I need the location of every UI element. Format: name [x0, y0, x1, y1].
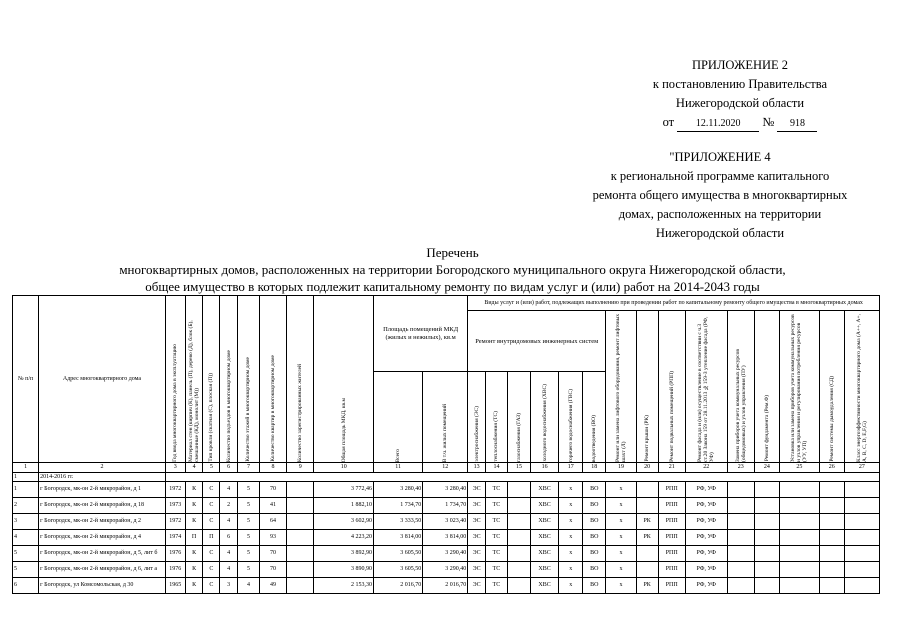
cell-ent: 6 [220, 530, 238, 546]
cell-n: 2 [13, 498, 39, 514]
cell-ts: ТС [485, 578, 507, 594]
header-premises-total: Всего [374, 372, 423, 463]
cell-lift: х [606, 498, 636, 514]
title-line-3: общее имущество в которых подлежит капитальному ремонту по видам услуг и (или) работ на 2014-2043 годы [145, 279, 760, 294]
cell-es: ЭС [468, 514, 486, 530]
cell-gas [507, 530, 530, 546]
cell-empty [844, 578, 879, 594]
cell-wall: К [185, 498, 203, 514]
cell-roof: С [203, 546, 220, 562]
cell-n: 1 [13, 482, 39, 498]
column-number: 8 [259, 463, 286, 473]
cell-wall: К [185, 482, 203, 498]
cell-res [287, 482, 314, 498]
cell-res [287, 546, 314, 562]
cell-gvs: х [559, 562, 583, 578]
column-number: 18 [583, 463, 606, 473]
cell-apts: 41 [259, 498, 286, 514]
cell-rpp: РПП [658, 546, 685, 562]
cell-gvs: х [559, 482, 583, 498]
cell-empty [727, 498, 754, 514]
cell-rf: РФ, УФ [685, 546, 727, 562]
appendix-2-line2: к постановлению Правительства [652, 77, 828, 91]
column-number: 15 [507, 463, 530, 473]
cell-rpp: РПП [658, 514, 685, 530]
cell-gvs: х [559, 578, 583, 594]
appendix-4-line2: к региональной программе капитального [610, 169, 830, 183]
cell-rk [636, 546, 658, 562]
cell-empty [779, 530, 819, 546]
cell-rk [636, 562, 658, 578]
column-number: 19 [606, 463, 636, 473]
cell-empty [754, 562, 779, 578]
cell-rf: РФ, УФ [685, 562, 727, 578]
cell-area: 3 892,90 [314, 546, 374, 562]
cell-floors: 5 [237, 498, 259, 514]
cell-empty [819, 562, 844, 578]
cell-resid: 3 814,00 [423, 530, 468, 546]
column-number: 5 [203, 463, 220, 473]
cell-total: 3 605,50 [374, 562, 423, 578]
column-number: 16 [530, 463, 558, 473]
cell-year: 1972 [165, 482, 185, 498]
header-internal-systems: Ремонт внутридомовых инженерных систем [468, 311, 606, 372]
cell-wall: К [185, 514, 203, 530]
period-number: 1 [13, 473, 39, 482]
cell-wall: К [185, 546, 203, 562]
cell-rpp: РПП [658, 578, 685, 594]
appendix-2-header [590, 56, 890, 132]
cell-lift: х [606, 578, 636, 594]
cell-gvs: х [559, 498, 583, 514]
cell-vo: ВО [583, 562, 606, 578]
cell-empty [819, 482, 844, 498]
period-row [13, 473, 880, 482]
cell-year: 1973 [165, 498, 185, 514]
cell-year: 1976 [165, 546, 185, 562]
number-label: № [762, 115, 775, 129]
cell-empty [844, 514, 879, 530]
cell-empty [844, 562, 879, 578]
cell-ent: 2 [220, 498, 238, 514]
header-control-nodes: Установка или замена приборов учета коммунальных ресурсов и узлов управления и регулирования потребления ресурсов (УУ, УП) [779, 311, 819, 463]
cell-floors: 5 [237, 482, 259, 498]
cell-es: ЭС [468, 482, 486, 498]
cell-floors: 5 [237, 546, 259, 562]
header-foundation: Ремонт фундамента (Рем.Ф) [754, 311, 779, 463]
from-label: от [662, 115, 675, 129]
header-basement: Ремонт подвальных помещений (РПП) [658, 311, 685, 463]
header-facade: Ремонт фасада и (или) осуществление в соответствии с ч.3 ст.20 Закона 159 от 28.11.2013 №159-З утепление фасада (РФ, УФ) [685, 311, 727, 463]
cell-n: 6 [13, 578, 39, 594]
cell-n: 4 [13, 530, 39, 546]
title-line-1: Перечень [426, 245, 479, 260]
cell-gas [507, 498, 530, 514]
cell-es: ЭС [468, 546, 486, 562]
cell-empty [779, 498, 819, 514]
cell-apts: 93 [259, 530, 286, 546]
cell-addr: г Богородск, мк-он 2-й микрорайон, д 4 [39, 530, 166, 546]
cell-empty [844, 530, 879, 546]
appendix-4-line5: Нижегородской области [655, 226, 785, 240]
cell-gas [507, 514, 530, 530]
cell-es: ЭС [468, 562, 486, 578]
resolution-date: 12.11.2020 [677, 117, 759, 132]
header-premises-residential: В т.ч. жилых помещений [423, 372, 468, 463]
header-floors: Количество этажей в многоквартирном доме [237, 296, 259, 463]
cell-apts: 70 [259, 546, 286, 562]
header-num: № п/п [13, 296, 39, 463]
appendix-2-signline [590, 113, 890, 132]
cell-empty [819, 498, 844, 514]
cell-rpp: РПП [658, 562, 685, 578]
cell-gas [507, 562, 530, 578]
column-number: 24 [754, 463, 779, 473]
period-label: 2014-2016 гг. [39, 473, 166, 482]
cell-apts: 70 [259, 562, 286, 578]
cell-roof: С [203, 562, 220, 578]
cell-rk: РК [636, 530, 658, 546]
table-row [13, 530, 880, 546]
header-total-area: Общая площадь МКД, кв.м [314, 296, 374, 463]
cell-es: ЭС [468, 578, 486, 594]
cell-gvs: х [559, 546, 583, 562]
cell-ent: 4 [220, 514, 238, 530]
resolution-number: 918 [777, 117, 817, 132]
cell-resid: 2 016,70 [423, 578, 468, 594]
cell-empty [819, 514, 844, 530]
column-number: 22 [685, 463, 727, 473]
cell-roof: С [203, 498, 220, 514]
cell-year: 1965 [165, 578, 185, 594]
cell-area: 2 153,30 [314, 578, 374, 594]
cell-rk [636, 498, 658, 514]
cell-resid: 3 023,40 [423, 514, 468, 530]
header-year: Год ввода многоквартирного дома в эксплуатацию [165, 296, 185, 463]
column-number: 12 [423, 463, 468, 473]
cell-floors: 5 [237, 530, 259, 546]
header-cold-water: холодного водоснабжения (ХВС) [530, 372, 558, 463]
cell-empty [844, 546, 879, 562]
header-energy-class: Класс энергоэффективности многоквартирного дома (A++, A+, A, B, C, D, E,F,G) [844, 311, 879, 463]
cell-resid: 1 734,70 [423, 498, 468, 514]
cell-res [287, 498, 314, 514]
column-number: 14 [485, 463, 507, 473]
cell-gas [507, 546, 530, 562]
cell-addr: г Богородск, мк-он 2-й микрорайон, д 1 [39, 482, 166, 498]
cell-hvs: ХВС [530, 482, 558, 498]
header-works: Виды услуг и (или) работ, подлежащих выполнению при проведении работ по капитальному ремонту общего имущества в многоквартирных домах [468, 296, 880, 311]
cell-hvs: ХВС [530, 578, 558, 594]
header-hot-water: горячего водоснабжения (ГВС) [559, 372, 583, 463]
appendix-2-line3: Нижегородской области [675, 96, 805, 110]
cell-rf: РФ, УФ [685, 482, 727, 498]
header-address: Адрес многоквартирного дома [39, 296, 166, 463]
cell-ts: ТС [485, 530, 507, 546]
cell-vo: ВО [583, 482, 606, 498]
cell-addr: г Богородск, мк-он 2-й микрорайон, д 2 [39, 514, 166, 530]
column-number: 10 [314, 463, 374, 473]
column-number: 20 [636, 463, 658, 473]
cell-roof: П [203, 530, 220, 546]
cell-empty [819, 578, 844, 594]
column-number: 4 [185, 463, 203, 473]
cell-addr: г Богородск, мк-он 2-й микрорайон, д 6, лит а [39, 562, 166, 578]
column-number: 6 [220, 463, 238, 473]
cell-apts: 70 [259, 482, 286, 498]
table-row [13, 546, 880, 562]
appendix-4-title: "ПРИЛОЖЕНИЕ 4 [669, 150, 771, 164]
cell-empty [844, 498, 879, 514]
column-number: 17 [559, 463, 583, 473]
cell-ts: ТС [485, 482, 507, 498]
cell-apts: 49 [259, 578, 286, 594]
cell-area: 3 602,90 [314, 514, 374, 530]
cell-resid: 3 290,40 [423, 546, 468, 562]
cell-hvs: ХВС [530, 498, 558, 514]
cell-empty [779, 482, 819, 498]
cell-roof: С [203, 514, 220, 530]
cell-es: ЭС [468, 498, 486, 514]
cell-vo: ВО [583, 514, 606, 530]
cell-hvs: ХВС [530, 546, 558, 562]
cell-empty [779, 578, 819, 594]
cell-floors: 5 [237, 514, 259, 530]
cell-vo: ВО [583, 498, 606, 514]
cell-es: ЭС [468, 530, 486, 546]
cell-gas [507, 482, 530, 498]
cell-area: 3 890,90 [314, 562, 374, 578]
cell-resid: 3 290,40 [423, 562, 468, 578]
header-residents: Количество зарегистрированных жителей [287, 296, 314, 463]
cell-empty [779, 562, 819, 578]
cell-apts: 64 [259, 514, 286, 530]
appendix-4-header [550, 148, 890, 243]
cell-empty [727, 482, 754, 498]
cell-n: 5 [13, 562, 39, 578]
header-heat: теплоснабжения (ТС) [485, 372, 507, 463]
cell-rk [636, 482, 658, 498]
appendix-4-line3: ремонта общего имущества в многоквартирных [592, 188, 848, 202]
cell-gvs: х [559, 530, 583, 546]
header-elevator: Ремонт или замена лифтового оборудования, ремонт лифтовых шахт (Л) [606, 311, 636, 463]
cell-ts: ТС [485, 498, 507, 514]
cell-empty [779, 546, 819, 562]
column-number: 3 [165, 463, 185, 473]
cell-res [287, 530, 314, 546]
document-title [0, 244, 905, 295]
cell-vo: ВО [583, 546, 606, 562]
cell-res [287, 578, 314, 594]
cell-empty [754, 546, 779, 562]
cell-total: 3 814,00 [374, 530, 423, 546]
cell-floors: 5 [237, 562, 259, 578]
cell-res [287, 514, 314, 530]
table-body [13, 482, 880, 594]
cell-ent: 4 [220, 546, 238, 562]
appendix-2-title: ПРИЛОЖЕНИЕ 2 [691, 58, 789, 72]
header-apartments: Количество квартир в многоквартирном доме [259, 296, 286, 463]
header-roof-repair: Ремонт крыши (РК) [636, 311, 658, 463]
column-number: 13 [468, 463, 486, 473]
cell-area: 4 223,20 [314, 530, 374, 546]
cell-rf: РФ, УФ [685, 514, 727, 530]
cell-total: 1 734,70 [374, 498, 423, 514]
houses-table [12, 295, 880, 594]
cell-rpp: РПП [658, 530, 685, 546]
cell-res [287, 562, 314, 578]
cell-rpp: РПП [658, 498, 685, 514]
table-row [13, 562, 880, 578]
column-number: 1 [13, 463, 39, 473]
cell-addr: г Богородск, ул Комсомольская, д 30 [39, 578, 166, 594]
cell-area: 3 772,46 [314, 482, 374, 498]
cell-n: 5 [13, 546, 39, 562]
cell-ts: ТС [485, 562, 507, 578]
cell-empty [754, 578, 779, 594]
cell-rk: РК [636, 514, 658, 530]
cell-area: 1 882,10 [314, 498, 374, 514]
header-gas: газоснабжения (ГАЗ) [507, 372, 530, 463]
header-smoke: Ремонт системы дымоудаления (СД) [819, 311, 844, 463]
table-row [13, 482, 880, 498]
cell-wall: К [185, 562, 203, 578]
cell-empty [754, 498, 779, 514]
cell-wall: К [185, 578, 203, 594]
column-number: 23 [727, 463, 754, 473]
cell-gvs: х [559, 514, 583, 530]
cell-lift: х [606, 530, 636, 546]
cell-vo: ВО [583, 530, 606, 546]
cell-empty [727, 562, 754, 578]
title-line-2: многоквартирных домов, расположенных на территории Богородского муниципального округа Нижегородской области, [119, 262, 786, 277]
cell-empty [819, 546, 844, 562]
cell-roof: С [203, 578, 220, 594]
cell-empty [754, 530, 779, 546]
header-electric: электроснабжения (ЭС) [468, 372, 486, 463]
cell-rpp: РПП [658, 482, 685, 498]
column-number: 7 [237, 463, 259, 473]
cell-lift: х [606, 482, 636, 498]
header-premises-area: Площадь помещений МКД (жилых и нежилых), кв.м [374, 296, 468, 372]
column-number: 25 [779, 463, 819, 473]
column-number-row [13, 463, 880, 473]
cell-ts: ТС [485, 514, 507, 530]
cell-total: 3 605,50 [374, 546, 423, 562]
header-sewer: водоотведения (ВО) [583, 372, 606, 463]
cell-ent: 3 [220, 578, 238, 594]
cell-ts: ТС [485, 546, 507, 562]
cell-addr: г Богородск, мк-он 2-й микрорайон, д 18 [39, 498, 166, 514]
cell-hvs: ХВС [530, 530, 558, 546]
table-row [13, 578, 880, 594]
column-number: 2 [39, 463, 166, 473]
cell-roof: С [203, 482, 220, 498]
cell-empty [727, 530, 754, 546]
column-number: 21 [658, 463, 685, 473]
header-roof: Тип кровли (скатная (С), плоская (П)) [203, 296, 220, 463]
column-number: 9 [287, 463, 314, 473]
cell-year: 1972 [165, 514, 185, 530]
column-number: 27 [844, 463, 879, 473]
cell-gas [507, 578, 530, 594]
cell-empty [819, 530, 844, 546]
header-wall: Материал стен (кирпич (К), панель (П), дерево (Д), блок (Б), смешанные (КД), монолит (М)) [185, 296, 203, 463]
cell-rf: РФ, УФ [685, 530, 727, 546]
cell-ent: 4 [220, 562, 238, 578]
cell-empty [754, 514, 779, 530]
cell-rf: РФ, УФ [685, 498, 727, 514]
cell-empty [727, 546, 754, 562]
cell-wall: П [185, 530, 203, 546]
cell-empty [844, 482, 879, 498]
table-row [13, 514, 880, 530]
cell-total: 3 333,50 [374, 514, 423, 530]
appendix-4-line4: домах, расположенных на территории [618, 207, 822, 221]
column-number: 26 [819, 463, 844, 473]
header-meters: Замена приборов учета коммунальных ресурсов (общедомовых) и узлов управления (ПУ) [727, 311, 754, 463]
cell-n: 3 [13, 514, 39, 530]
cell-ent: 4 [220, 482, 238, 498]
cell-empty [754, 482, 779, 498]
cell-year: 1976 [165, 562, 185, 578]
header-entrances: Количество подъездов в многоквартирном доме [220, 296, 238, 463]
cell-lift: х [606, 514, 636, 530]
column-number: 11 [374, 463, 423, 473]
cell-hvs: ХВС [530, 514, 558, 530]
cell-lift: х [606, 546, 636, 562]
cell-total: 3 280,40 [374, 482, 423, 498]
cell-hvs: ХВС [530, 562, 558, 578]
cell-rk: РК [636, 578, 658, 594]
cell-empty [727, 578, 754, 594]
cell-vo: ВО [583, 578, 606, 594]
cell-total: 2 016,70 [374, 578, 423, 594]
cell-rf: РФ, УФ [685, 578, 727, 594]
table-row [13, 498, 880, 514]
cell-floors: 4 [237, 578, 259, 594]
cell-addr: г Богородск, мк-он 2-й микрорайон, д 5, лит б [39, 546, 166, 562]
cell-resid: 3 280,40 [423, 482, 468, 498]
cell-empty [727, 514, 754, 530]
cell-empty [779, 514, 819, 530]
cell-lift: х [606, 562, 636, 578]
cell-year: 1974 [165, 530, 185, 546]
